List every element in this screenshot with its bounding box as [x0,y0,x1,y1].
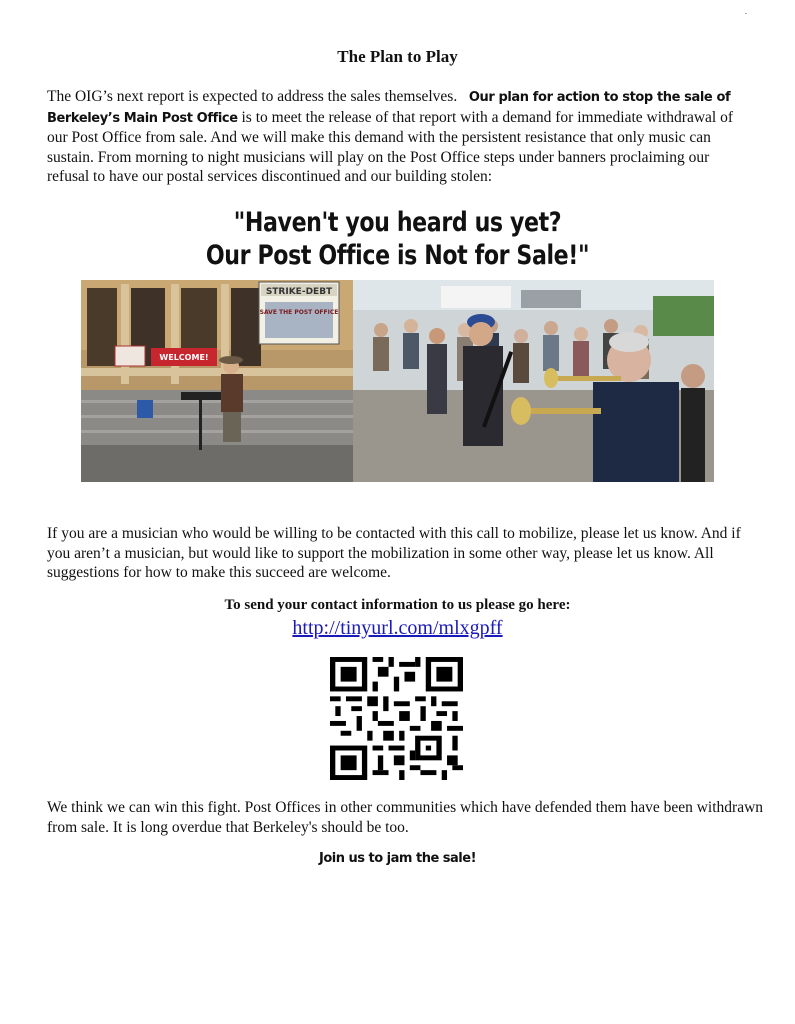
qr-code-icon [330,657,463,780]
page-mark: . [744,6,747,16]
protest-photo-illustration [81,280,714,482]
intro-emphasis: Our plan for action to stop the sale of Berkeley’s Main Post Office [47,90,731,126]
qr-code[interactable] [330,657,463,780]
intro-text-start: The OIG’s next report is expected to address the sales themselves. [47,88,458,105]
send-info-heading: To send your contact information to us please go here: [224,597,571,613]
page-title: The Plan to Play [337,47,458,66]
mobilize-paragraph: If you are a musician who would be willing to be contacted with this call to mobilize, please let us know. And if you aren’t a musician, but would like to support the mobilization in some other way, please let us know. All suggestions for how to make this succeed are welcome. [47,525,741,581]
slogan-line-1: "Haven't you heard us yet? [233,207,562,238]
slogan-line-2: Our Post Office is Not for Sale!" [205,240,590,271]
photo-banner-top: STRIKE-DEBT [265,287,333,297]
closing-paragraph: We think we can win this fight. Post Offices in other communities which have defended them have been withdrawn from sale. It is long overdue that Berkeley's should be too. [47,799,764,836]
protest-photo [81,280,714,482]
slogan [72,206,724,272]
photo-welcome-banner: WELCOME! [159,353,209,362]
photo-banner-sign: SAVE THE POST OFFICE [259,309,339,316]
contact-link[interactable]: http://tinyurl.com/mlxgpff [292,617,503,639]
closing-call: Join us to jam the sale! [318,851,477,866]
intro-text-end: is to meet the release of that report with a demand for immediate withdrawal of our Post Office from sale. And we will make this demand with the persistent resistance that only music can sustain. From morning to night musicians will play on the Post Office steps under banners proclaiming our refusal to have our postal services discontinued and our building stolen: [47,108,734,185]
intro-paragraph [47,87,752,187]
